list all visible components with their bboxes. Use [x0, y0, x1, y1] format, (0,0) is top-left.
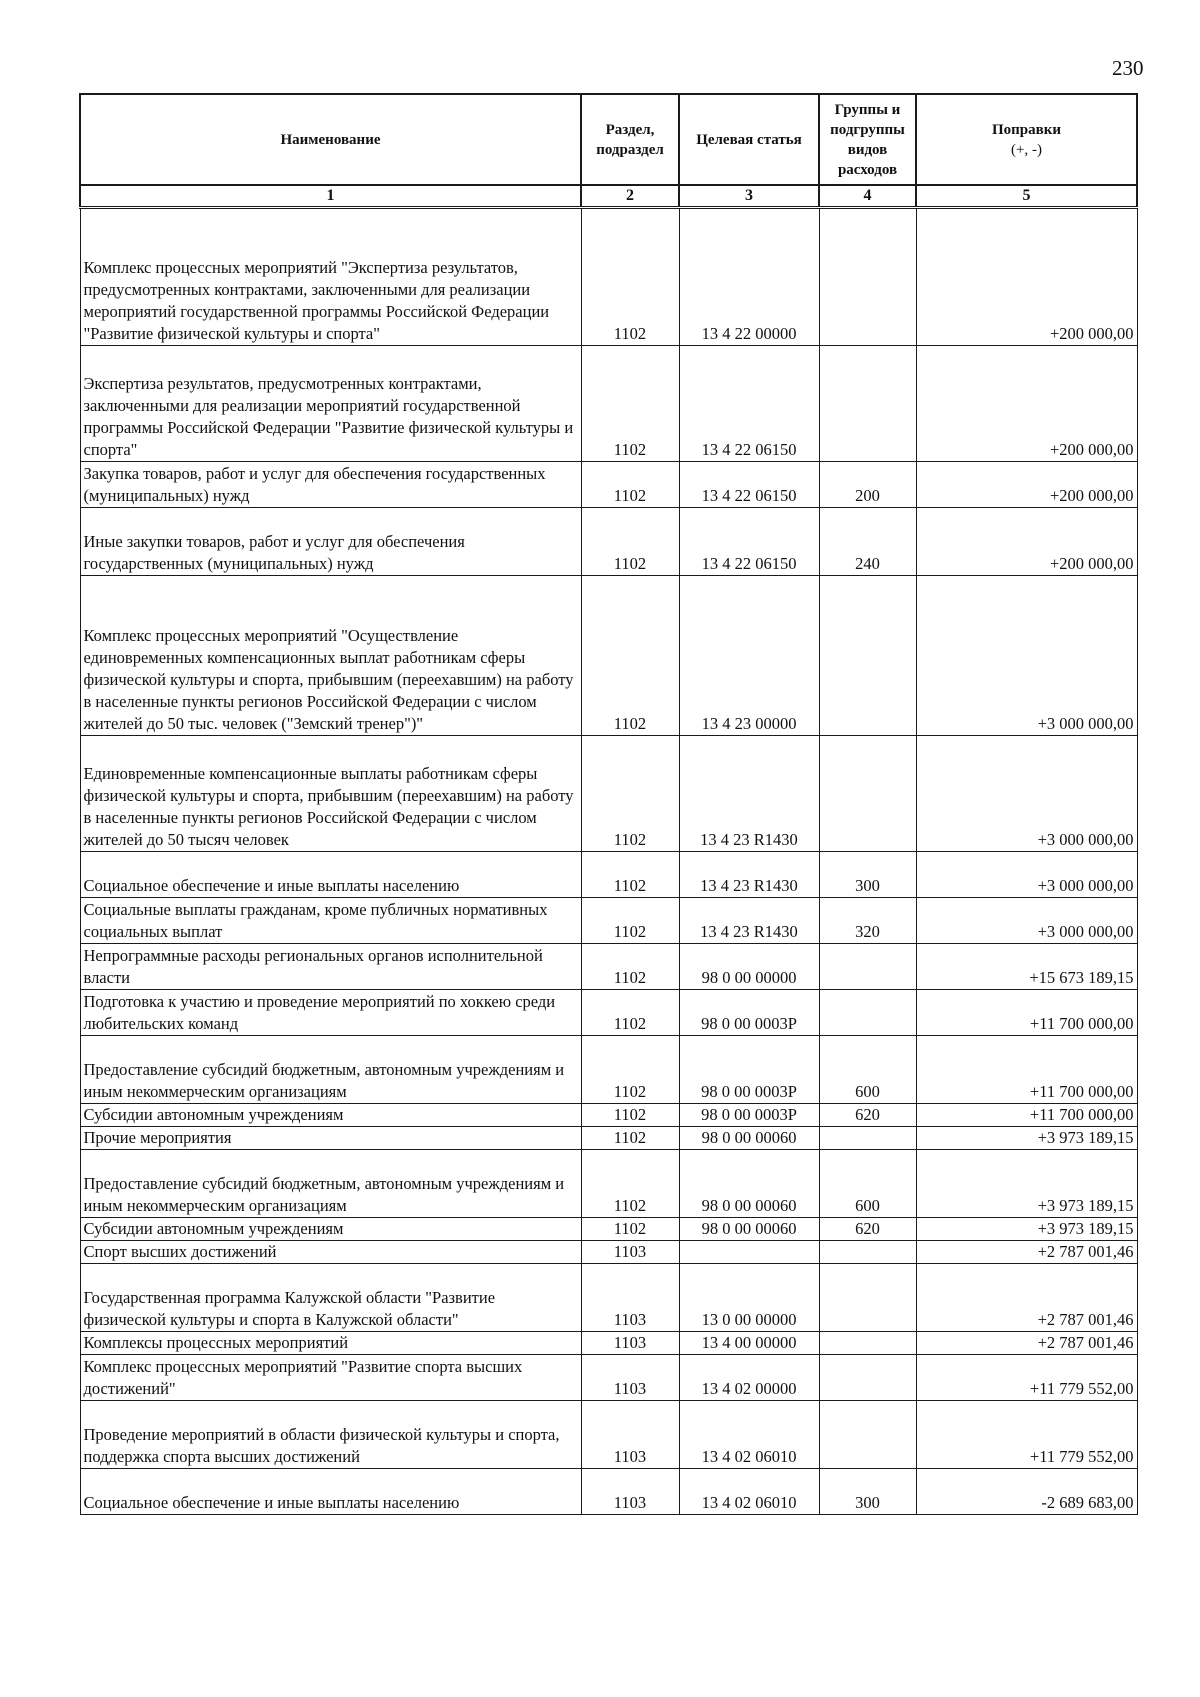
table-row	[80, 1127, 1137, 1150]
table-row	[80, 1036, 1137, 1104]
row-section-code: 1102	[581, 944, 679, 990]
table-row	[80, 346, 1137, 462]
header-section: Раздел, подраздел	[581, 94, 679, 185]
column-number-row	[80, 185, 1137, 208]
column-number: 1	[80, 185, 581, 208]
row-expense-group	[819, 736, 916, 852]
row-name: Иные закупки товаров, работ и услуг для обеспечения государственных (муниципальных) нужд	[80, 508, 581, 576]
row-target-article: 98 0 00 0003P	[679, 990, 819, 1036]
row-expense-group: 600	[819, 1036, 916, 1104]
row-section-code: 1102	[581, 208, 679, 346]
row-section-code: 1102	[581, 990, 679, 1036]
table-row	[80, 1401, 1137, 1469]
row-name: Предоставление субсидий бюджетным, автономным учреждениям и иным некоммерческим организациям	[80, 1036, 581, 1104]
row-target-article: 13 4 02 06010	[679, 1469, 819, 1515]
row-expense-group	[819, 1332, 916, 1355]
row-name: Субсидии автономным учреждениям	[80, 1104, 581, 1127]
row-expense-group: 320	[819, 898, 916, 944]
row-expense-group	[819, 346, 916, 462]
table-row	[80, 1104, 1137, 1127]
table-row	[80, 1150, 1137, 1218]
table-row	[80, 1241, 1137, 1264]
row-section-code: 1102	[581, 736, 679, 852]
row-name: Государственная программа Калужской области "Развитие физической культуры и спорта в Калужской области"	[80, 1264, 581, 1332]
row-expense-group	[819, 944, 916, 990]
table-row	[80, 208, 1137, 346]
table-row	[80, 576, 1137, 736]
row-name: Социальные выплаты гражданам, кроме публичных нормативных социальных выплат	[80, 898, 581, 944]
row-target-article	[679, 1241, 819, 1264]
row-amendment-amount: +15 673 189,15	[916, 944, 1137, 990]
row-section-code: 1102	[581, 1104, 679, 1127]
row-section-code: 1103	[581, 1355, 679, 1401]
row-target-article: 98 0 00 00000	[679, 944, 819, 990]
column-number: 5	[916, 185, 1137, 208]
table-row	[80, 462, 1137, 508]
row-name: Комплекс процессных мероприятий "Развитие спорта высших достижений"	[80, 1355, 581, 1401]
row-target-article: 13 4 23 R1430	[679, 898, 819, 944]
table-row	[80, 1469, 1137, 1515]
page-number: 230	[1112, 56, 1144, 80]
row-expense-group	[819, 1264, 916, 1332]
table-row	[80, 1355, 1137, 1401]
row-expense-group	[819, 990, 916, 1036]
row-expense-group	[819, 576, 916, 736]
row-expense-group: 200	[819, 462, 916, 508]
row-name: Комплексы процессных мероприятий	[80, 1332, 581, 1355]
row-section-code: 1102	[581, 1036, 679, 1104]
row-amendment-amount: +2 787 001,46	[916, 1332, 1137, 1355]
row-section-code: 1103	[581, 1332, 679, 1355]
row-expense-group: 620	[819, 1218, 916, 1241]
row-section-code: 1102	[581, 1218, 679, 1241]
row-amendment-amount: +3 973 189,15	[916, 1150, 1137, 1218]
table-row	[80, 1332, 1137, 1355]
row-target-article: 13 4 02 00000	[679, 1355, 819, 1401]
row-section-code: 1103	[581, 1241, 679, 1264]
table-row	[80, 508, 1137, 576]
header-target-article: Целевая статья	[679, 94, 819, 185]
row-section-code: 1103	[581, 1401, 679, 1469]
row-target-article: 98 0 00 0003P	[679, 1104, 819, 1127]
column-number: 3	[679, 185, 819, 208]
row-expense-group: 300	[819, 1469, 916, 1515]
row-section-code: 1102	[581, 898, 679, 944]
row-expense-group	[819, 1355, 916, 1401]
row-name: Проведение мероприятий в области физической культуры и спорта, поддержка спорта высших достижений	[80, 1401, 581, 1469]
row-amendment-amount: +11 700 000,00	[916, 990, 1137, 1036]
table-row	[80, 852, 1137, 898]
row-target-article: 98 0 00 00060	[679, 1150, 819, 1218]
row-amendment-amount: +2 787 001,46	[916, 1241, 1137, 1264]
row-target-article: 13 4 23 R1430	[679, 852, 819, 898]
table-header-row	[80, 94, 1137, 185]
table-row	[80, 990, 1137, 1036]
row-name: Подготовка к участию и проведение мероприятий по хоккею среди любительских команд	[80, 990, 581, 1036]
row-amendment-amount: +3 000 000,00	[916, 736, 1137, 852]
column-number: 2	[581, 185, 679, 208]
row-target-article: 13 0 00 00000	[679, 1264, 819, 1332]
header-amendments-sign: (+, -)	[1011, 141, 1042, 158]
budget-amendments-table	[79, 93, 1138, 1515]
row-expense-group: 620	[819, 1104, 916, 1127]
row-name: Прочие мероприятия	[80, 1127, 581, 1150]
row-amendment-amount: +11 779 552,00	[916, 1355, 1137, 1401]
row-target-article: 13 4 23 00000	[679, 576, 819, 736]
row-expense-group: 300	[819, 852, 916, 898]
row-amendment-amount: +3 000 000,00	[916, 852, 1137, 898]
row-amendment-amount: +11 700 000,00	[916, 1036, 1137, 1104]
row-target-article: 13 4 00 00000	[679, 1332, 819, 1355]
header-expense-groups: Группы и подгруппы видов расходов	[819, 94, 916, 185]
row-target-article: 98 0 00 0003P	[679, 1036, 819, 1104]
table-row	[80, 944, 1137, 990]
row-target-article: 13 4 02 06010	[679, 1401, 819, 1469]
row-expense-group	[819, 208, 916, 346]
column-number: 4	[819, 185, 916, 208]
table-row	[80, 736, 1137, 852]
row-name: Спорт высших достижений	[80, 1241, 581, 1264]
row-name: Единовременные компенсационные выплаты работникам сферы физической культуры и спорта, прибывшим (переехавшим) на работу в населенные пункты регионов Российской Федерации с числом жителей до 50 тысяч человек	[80, 736, 581, 852]
row-amendment-amount: +2 787 001,46	[916, 1264, 1137, 1332]
row-section-code: 1102	[581, 346, 679, 462]
row-section-code: 1102	[581, 462, 679, 508]
row-section-code: 1102	[581, 1127, 679, 1150]
row-amendment-amount: +11 779 552,00	[916, 1401, 1137, 1469]
row-amendment-amount: +200 000,00	[916, 508, 1137, 576]
row-section-code: 1102	[581, 1150, 679, 1218]
row-amendment-amount: +200 000,00	[916, 346, 1137, 462]
row-amendment-amount: +11 700 000,00	[916, 1104, 1137, 1127]
row-target-article: 98 0 00 00060	[679, 1218, 819, 1241]
row-name: Социальное обеспечение и иные выплаты населению	[80, 852, 581, 898]
row-target-article: 98 0 00 00060	[679, 1127, 819, 1150]
row-name: Комплекс процессных мероприятий "Экспертиза результатов, предусмотренных контрактами, заключенными для реализации мероприятий государственной программы Российской Федерации "Развитие физической культуры и спорта"	[80, 208, 581, 346]
row-name: Субсидии автономным учреждениям	[80, 1218, 581, 1241]
row-target-article: 13 4 22 06150	[679, 508, 819, 576]
row-amendment-amount: +3 973 189,15	[916, 1127, 1137, 1150]
row-section-code: 1102	[581, 508, 679, 576]
row-name: Экспертиза результатов, предусмотренных контрактами, заключенными для реализации мероприятий государственной программы Российской Федерации "Развитие физической культуры и спорта"	[80, 346, 581, 462]
row-expense-group	[819, 1401, 916, 1469]
row-expense-group: 240	[819, 508, 916, 576]
row-expense-group	[819, 1127, 916, 1150]
row-amendment-amount: +200 000,00	[916, 208, 1137, 346]
row-amendment-amount: +3 973 189,15	[916, 1218, 1137, 1241]
row-name: Закупка товаров, работ и услуг для обеспечения государственных (муниципальных) нужд	[80, 462, 581, 508]
row-name: Непрограммные расходы региональных органов исполнительной власти	[80, 944, 581, 990]
table-row	[80, 1218, 1137, 1241]
table-row	[80, 898, 1137, 944]
row-target-article: 13 4 22 06150	[679, 462, 819, 508]
row-amendment-amount: +3 000 000,00	[916, 576, 1137, 736]
row-target-article: 13 4 23 R1430	[679, 736, 819, 852]
row-name: Предоставление субсидий бюджетным, автономным учреждениям и иным некоммерческим организациям	[80, 1150, 581, 1218]
header-name: Наименование	[80, 94, 581, 185]
row-section-code: 1102	[581, 576, 679, 736]
row-name: Социальное обеспечение и иные выплаты населению	[80, 1469, 581, 1515]
table-row	[80, 1264, 1137, 1332]
row-name: Комплекс процессных мероприятий "Осуществление единовременных компенсационных выплат работникам сферы физической культуры и спорта, прибывшим (переехавшим) на работу в населенные пункты регионов Российской Федерации с числом жителей до 50 тыс. человек ("Земский тренер")"	[80, 576, 581, 736]
row-amendment-amount: +200 000,00	[916, 462, 1137, 508]
row-amendment-amount: -2 689 683,00	[916, 1469, 1137, 1515]
row-amendment-amount: +3 000 000,00	[916, 898, 1137, 944]
row-target-article: 13 4 22 00000	[679, 208, 819, 346]
header-amendments	[916, 94, 1137, 185]
header-amendments-title: Поправки	[991, 121, 1062, 138]
row-expense-group: 600	[819, 1150, 916, 1218]
row-section-code: 1103	[581, 1264, 679, 1332]
row-section-code: 1103	[581, 1469, 679, 1515]
row-target-article: 13 4 22 06150	[679, 346, 819, 462]
row-section-code: 1102	[581, 852, 679, 898]
row-expense-group	[819, 1241, 916, 1264]
